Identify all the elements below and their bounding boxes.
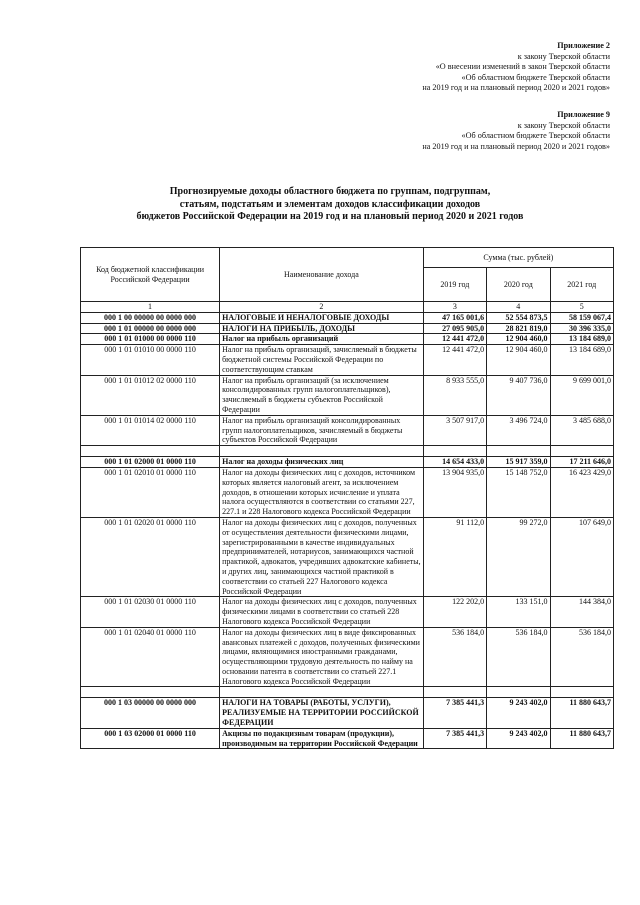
table-row — [81, 312, 614, 323]
header-sum: Сумма (тыс. рублей) — [423, 248, 613, 268]
value-2019-cell: 13 904 935,0 — [423, 467, 486, 517]
table-row — [81, 597, 614, 627]
name-cell: НАЛОГИ НА ПРИБЫЛЬ, ДОХОДЫ — [220, 323, 424, 334]
value-2021-cell: 107 649,0 — [550, 517, 613, 596]
table-row — [81, 457, 614, 468]
table-row — [81, 467, 614, 517]
index-cell: 1 — [81, 302, 220, 313]
spacer-row — [81, 446, 614, 457]
spacer-cell — [550, 687, 613, 698]
header-name: Наименование дохода — [220, 248, 424, 302]
spacer-cell — [220, 687, 424, 698]
appendix-9-line: к закону Тверской области — [517, 120, 610, 130]
code-cell: 000 1 01 02000 01 0000 110 — [81, 457, 220, 468]
appendix-9-line: на 2019 год и на плановый период 2020 и 2021 годов» — [422, 141, 610, 151]
value-2019-cell: 3 507 917,0 — [423, 415, 486, 445]
header-year-2021: 2021 год — [550, 268, 613, 302]
table-row — [81, 698, 614, 728]
value-2019-cell: 7 385 441,3 — [423, 698, 486, 728]
code-cell: 000 1 03 02000 01 0000 110 — [81, 728, 220, 749]
name-cell: НАЛОГИ НА ТОВАРЫ (РАБОТЫ, УСЛУГИ), РЕАЛИЗУЕМЫЕ НА ТЕРРИТОРИИ РОССИЙСКОЙ ФЕДЕРАЦИИ — [220, 698, 424, 728]
document-title — [60, 186, 600, 224]
code-cell: 000 1 01 01010 00 0000 110 — [81, 345, 220, 375]
appendix-2-block — [422, 41, 610, 94]
value-2020-cell: 12 904 460,0 — [487, 345, 550, 375]
value-2021-cell: 11 880 643,7 — [550, 698, 613, 728]
name-cell: Налог на доходы физических лиц с доходов, полученных физическими лицами в соответствии со статьей 228 Налогового кодекса Российской Федерации — [220, 597, 424, 627]
header-year-2020: 2020 год — [487, 268, 550, 302]
name-cell: Налог на доходы физических лиц — [220, 457, 424, 468]
value-2020-cell: 133 151,0 — [487, 597, 550, 627]
appendix-9-line: «Об областном бюджете Тверской области — [461, 131, 610, 141]
index-cell: 4 — [487, 302, 550, 313]
name-cell: Налог на доходы физических лиц в виде фиксированных авансовых платежей с доходов, полученных физическими лицами, являющимися иностранными гражданами, осуществляющими трудовую деятельность по найму на основании патента в соответствии со статьей 227.1 Налогового кодекса Российской Федерации — [220, 627, 424, 687]
title-line: бюджетов Российской Федерации на 2019 год и на плановый период 2020 и 2021 годов — [136, 211, 524, 223]
value-2021-cell: 9 699 001,0 — [550, 375, 613, 415]
appendix-9-heading: Приложение 9 — [557, 110, 610, 119]
spacer-cell — [487, 687, 550, 698]
value-2020-cell: 12 904 460,0 — [487, 334, 550, 345]
name-cell: Налог на доходы физических лиц с доходов, полученных от осуществления деятельности физическими лицами, зарегистрированными в качестве индивидуальных предпринимателей, нотариусов, занимающихся частной практикой, адвокатов, учредивших адвокатские кабинеты, и других лиц, занимающихся частной практикой в соответствии со статьей 227 Налогового кодекса Российской Федерации — [220, 517, 424, 596]
value-2021-cell: 30 396 335,0 — [550, 323, 613, 334]
name-cell: Налог на прибыль организаций — [220, 334, 424, 345]
name-cell: Налог на прибыль организаций (за исключением консолидированных групп налогоплательщиков), зачисляемый в бюджеты субъектов Российской Федерации — [220, 375, 424, 415]
value-2019-cell: 8 933 555,0 — [423, 375, 486, 415]
spacer-cell — [550, 446, 613, 457]
table-row — [81, 375, 614, 415]
value-2019-cell: 12 441 472,0 — [423, 334, 486, 345]
spacer-cell — [81, 446, 220, 457]
value-2020-cell: 15 148 752,0 — [487, 467, 550, 517]
index-cell: 2 — [220, 302, 424, 313]
code-cell: 000 1 03 00000 00 0000 000 — [81, 698, 220, 728]
index-cell: 5 — [550, 302, 613, 313]
spacer-cell — [220, 446, 424, 457]
appendix-2-line: «О внесении изменений в закон Тверской области — [435, 62, 610, 72]
value-2021-cell: 13 184 689,0 — [550, 334, 613, 345]
table-row — [81, 334, 614, 345]
appendix-2-line: на 2019 год и на плановый период 2020 и 2021 годов» — [422, 83, 610, 93]
value-2020-cell: 9 407 736,0 — [487, 375, 550, 415]
value-2021-cell: 3 485 688,0 — [550, 415, 613, 445]
code-cell: 000 1 01 00000 00 0000 000 — [81, 323, 220, 334]
value-2021-cell: 13 184 689,0 — [550, 345, 613, 375]
code-cell: 000 1 01 02010 01 0000 110 — [81, 467, 220, 517]
value-2021-cell: 144 384,0 — [550, 597, 613, 627]
value-2021-cell: 11 880 643,7 — [550, 728, 613, 749]
spacer-cell — [81, 687, 220, 698]
appendix-2-line: к закону Тверской области — [517, 51, 610, 61]
spacer-cell — [423, 687, 486, 698]
code-cell: 000 1 01 02020 01 0000 110 — [81, 517, 220, 596]
table-row — [81, 415, 614, 445]
table-body — [81, 312, 614, 749]
value-2019-cell: 122 202,0 — [423, 597, 486, 627]
value-2020-cell: 9 243 402,0 — [487, 728, 550, 749]
value-2020-cell: 536 184,0 — [487, 627, 550, 687]
value-2019-cell: 27 095 905,0 — [423, 323, 486, 334]
value-2020-cell: 99 272,0 — [487, 517, 550, 596]
value-2020-cell: 9 243 402,0 — [487, 698, 550, 728]
value-2019-cell: 7 385 441,3 — [423, 728, 486, 749]
table-row — [81, 345, 614, 375]
index-cell: 3 — [423, 302, 486, 313]
spacer-row — [81, 687, 614, 698]
code-cell: 000 1 01 01012 02 0000 110 — [81, 375, 220, 415]
spacer-cell — [487, 446, 550, 457]
value-2019-cell: 14 654 433,0 — [423, 457, 486, 468]
code-cell: 000 1 01 01014 02 0000 110 — [81, 415, 220, 445]
value-2019-cell: 536 184,0 — [423, 627, 486, 687]
value-2021-cell: 17 211 646,0 — [550, 457, 613, 468]
value-2021-cell: 16 423 429,0 — [550, 467, 613, 517]
value-2021-cell: 536 184,0 — [550, 627, 613, 687]
appendix-2-heading: Приложение 2 — [557, 41, 610, 50]
value-2020-cell: 3 496 724,0 — [487, 415, 550, 445]
title-line: статьям, подстатьям и элементам доходов классификации доходов — [179, 198, 481, 210]
name-cell: Налог на прибыль организаций консолидированных групп налогоплательщиков, зачисляемый в бюджеты субъектов Российской Федерации — [220, 415, 424, 445]
appendix-2-line: «Об областном бюджете Тверской области — [461, 72, 610, 82]
value-2019-cell: 91 112,0 — [423, 517, 486, 596]
spacer-cell — [423, 446, 486, 457]
revenue-table — [80, 247, 614, 749]
table-row — [81, 517, 614, 596]
name-cell: Налог на прибыль организаций, зачисляемый в бюджеты бюджетной системы Российской Федерации по соответствующим ставкам — [220, 345, 424, 375]
header-code: Код бюджетной классификации Российской Федерации — [81, 248, 220, 302]
appendix-9-block — [422, 110, 610, 152]
value-2019-cell: 47 165 001,6 — [423, 312, 486, 323]
value-2021-cell: 58 159 067,4 — [550, 312, 613, 323]
code-cell: 000 1 01 01000 00 0000 110 — [81, 334, 220, 345]
table-row — [81, 627, 614, 687]
value-2019-cell: 12 441 472,0 — [423, 345, 486, 375]
name-cell: Налог на доходы физических лиц с доходов, источником которых является налоговый агент, за исключением доходов, в отношении которых исчисление и уплата налога осуществляются в соответствии со статьями 227, 227.1 и 228 Налогового кодекса Российской Федерации — [220, 467, 424, 517]
name-cell: НАЛОГОВЫЕ И НЕНАЛОГОВЫЕ ДОХОДЫ — [220, 312, 424, 323]
code-cell: 000 1 01 02030 01 0000 110 — [81, 597, 220, 627]
value-2020-cell: 28 821 819,0 — [487, 323, 550, 334]
table-row — [81, 728, 614, 749]
table-row — [81, 323, 614, 334]
code-cell: 000 1 01 02040 01 0000 110 — [81, 627, 220, 687]
name-cell: Акцизы по подакцизным товарам (продукции), производимым на территории Российской Федерации — [220, 728, 424, 749]
value-2020-cell: 52 554 873,5 — [487, 312, 550, 323]
title-line: Прогнозируемые доходы областного бюджета по группам, подгруппам, — [169, 186, 491, 197]
value-2020-cell: 15 917 359,0 — [487, 457, 550, 468]
header-year-2019: 2019 год — [423, 268, 486, 302]
code-cell: 000 1 00 00000 00 0000 000 — [81, 312, 220, 323]
